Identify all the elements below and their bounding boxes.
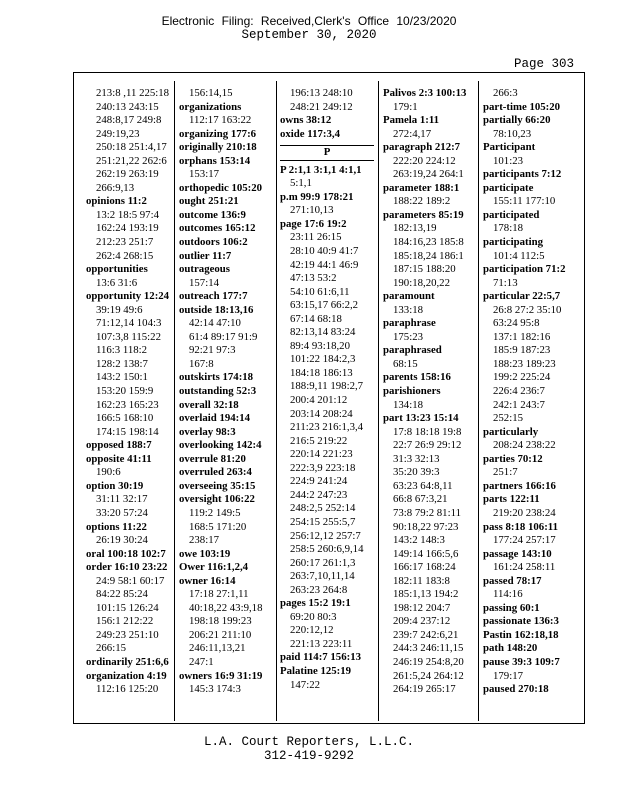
index-entry: overall 32:18 (179, 398, 239, 411)
index-column-1 (86, 87, 169, 697)
index-continuation: 263:19,24 264:1 (393, 168, 464, 181)
index-entry: pause 39:3 109:7 (483, 655, 560, 668)
index-continuation: 17:18 27:1,11 (189, 588, 249, 601)
index-continuation: 175:23 (393, 330, 423, 343)
index-entry: overseeing 35:15 (179, 479, 256, 492)
index-entry: page 17:6 19:2 (280, 217, 347, 230)
index-entry: outreach 177:7 (179, 290, 248, 303)
index-continuation: 155:11 177:10 (493, 195, 556, 208)
index-continuation: 63:24 95:8 (493, 317, 540, 330)
index-continuation: 168:5 171:20 (189, 520, 247, 533)
index-entry: participation 71:2 (483, 263, 566, 276)
index-continuation: 184:18 186:13 (290, 366, 353, 379)
index-column-4 (383, 87, 466, 697)
index-continuation: 261:5,24 264:12 (393, 669, 464, 682)
index-continuation: 107:3,8 115:22 (96, 330, 161, 343)
index-entry: organization 4:19 (86, 669, 167, 682)
index-continuation: 206:21 211:10 (189, 628, 252, 641)
index-entry: overlay 98:3 (179, 425, 236, 438)
index-continuation: 82:13,14 83:24 (290, 326, 356, 339)
index-continuation: 190:6 (96, 466, 121, 479)
index-continuation: 112:17 163:22 (189, 114, 252, 127)
index-continuation: 67:14 68:18 (290, 312, 342, 325)
index-entry: partially 66:20 (483, 114, 551, 127)
hearing-date: September 30, 2020 (241, 28, 377, 42)
index-entry: parties 70:12 (483, 452, 543, 465)
index-continuation: 240:13 243:15 (96, 100, 159, 113)
index-continuation: 119:2 149:5 (189, 506, 241, 519)
index-entry: Ower 116:1,2,4 (179, 561, 249, 574)
index-continuation: 156:1 212:22 (96, 615, 154, 628)
index-entry: outskirts 174:18 (179, 371, 254, 384)
index-continuation: 145:3 174:3 (189, 683, 241, 696)
index-continuation: 211:23 216:1,3,4 (290, 421, 364, 434)
index-entry: parishioners (383, 385, 441, 398)
index-entry: outlier 11:7 (179, 249, 232, 262)
index-continuation: 5:1,1 (290, 177, 312, 190)
index-continuation: 35:20 39:3 (393, 466, 440, 479)
index-continuation: 187:15 188:20 (393, 263, 456, 276)
index-continuation: 28:10 40:9 41:7 (290, 245, 359, 258)
index-continuation: 71:13 (493, 276, 518, 289)
index-continuation: 31:3 32:13 (393, 452, 440, 465)
index-continuation: 242:1 243:7 (493, 398, 545, 411)
index-continuation: 251:7 (493, 466, 518, 479)
index-entry: options 11:22 (86, 520, 147, 533)
index-entry: passionate 136:3 (483, 615, 559, 628)
index-entry: oral 100:18 102:7 (86, 547, 166, 560)
index-entry: order 16:10 23:22 (86, 561, 168, 574)
index-entry: participated (483, 208, 540, 221)
column-divider (276, 81, 277, 721)
index-continuation: 89:4 93:18,20 (290, 339, 350, 352)
index-continuation: 13:2 18:5 97:4 (96, 208, 159, 221)
index-continuation: 185:1,13 194:2 (393, 588, 459, 601)
index-continuation: 272:4,17 (393, 127, 432, 140)
index-entry: Palivos 2:3 100:13 (383, 87, 467, 99)
index-entry: participate (483, 181, 534, 194)
index-continuation: 66:8 67:3,21 (393, 493, 448, 506)
index-continuation: 244:2 247:23 (290, 488, 348, 501)
index-continuation: 248:21 249:12 (290, 100, 353, 113)
index-continuation: 31:11 32:17 (96, 493, 148, 506)
index-continuation: 260:17 261:1,3 (290, 556, 356, 569)
index-continuation: 128:2 138:7 (96, 357, 148, 370)
index-continuation: 221:13 223:11 (290, 637, 353, 650)
index-continuation: 143:2 150:1 (96, 371, 148, 384)
index-continuation: 182:13,19 (393, 222, 437, 235)
index-continuation: 266:15 (96, 642, 126, 655)
index-continuation: 24:9 58:1 60:17 (96, 574, 165, 587)
index-entry: outside 18:13,16 (179, 303, 254, 316)
index-continuation: 162:24 193:19 (96, 222, 159, 235)
index-continuation: 166:17 168:24 (393, 561, 456, 574)
index-column-5 (483, 87, 565, 697)
index-continuation: 224:9 241:24 (290, 475, 348, 488)
index-column-2 (179, 87, 262, 697)
index-entry: Pamela 1:11 (383, 114, 440, 127)
index-continuation: 239:7 242:6,21 (393, 628, 459, 641)
index-continuation: 198:18 199:23 (189, 615, 252, 628)
index-entry: paid 114:7 156:13 (280, 651, 361, 664)
index-continuation: 26:8 27:2 35:10 (493, 303, 562, 316)
index-continuation: 157:14 (189, 276, 219, 289)
index-continuation: 254:15 255:5,7 (290, 515, 356, 528)
index-entry: overlooking 142:4 (179, 439, 262, 452)
index-continuation: 40:18,22 43:9,18 (189, 601, 263, 614)
index-entry: pass 8:18 106:11 (483, 520, 558, 533)
letter-heading: P (280, 145, 374, 161)
filing-stamp: Electronic Filing: Received,Clerk's Office 10/23/2020 (161, 14, 457, 28)
index-continuation: 203:14 208:24 (290, 407, 353, 420)
index-entry: owns 38:12 (280, 114, 332, 127)
index-continuation: 212:23 251:7 (96, 236, 154, 249)
index-continuation: 188:23 189:23 (493, 357, 556, 370)
index-continuation: 246:11,13,21 (189, 642, 246, 655)
index-entry: P 2:1,1 3:1,1 4:1,1 (280, 163, 362, 176)
index-continuation: 90:18,22 97:23 (393, 520, 459, 533)
index-continuation: 184:16,23 185:8 (393, 236, 464, 249)
index-entry: orthopedic 105:20 (179, 181, 263, 194)
index-entry: part 13:23 15:14 (383, 412, 459, 425)
column-divider (478, 81, 479, 721)
index-entry: outstanding 52:3 (179, 385, 257, 398)
index-entry: outcomes 165:12 (179, 222, 256, 235)
index-continuation: 114:16 (493, 588, 523, 601)
index-continuation: 162:23 165:23 (96, 398, 159, 411)
index-entry: paraphrase (383, 317, 436, 330)
index-continuation: 182:11 183:8 (393, 574, 450, 587)
index-continuation: 161:24 258:11 (493, 561, 556, 574)
index-entry: owe 103:19 (179, 547, 231, 560)
index-continuation: 249:23 251:10 (96, 628, 159, 641)
index-continuation: 238:17 (189, 534, 219, 547)
index-continuation: 73:8 79:2 81:11 (393, 506, 461, 519)
index-continuation: 39:19 49:6 (96, 303, 143, 316)
index-entry: opinions 11:2 (86, 195, 147, 208)
index-continuation: 247:1 (189, 655, 214, 668)
index-continuation: 69:20 80:3 (290, 610, 337, 623)
index-entry: opposed 188:7 (86, 439, 152, 452)
index-continuation: 220:12,12 (290, 624, 334, 637)
index-continuation: 246:19 254:8,20 (393, 655, 464, 668)
index-continuation: 220:14 221:23 (290, 448, 353, 461)
index-entry: paraphrased (383, 344, 442, 357)
index-entry: passed 78:17 (483, 574, 542, 587)
index-continuation: 149:14 166:5,6 (393, 547, 459, 560)
index-continuation: 185:9 187:23 (493, 344, 551, 357)
index-continuation: 258:5 260:6,9,14 (290, 543, 364, 556)
index-continuation: 174:15 198:14 (96, 425, 159, 438)
index-entry: participating (483, 236, 543, 249)
index-continuation: 179:17 (493, 669, 523, 682)
index-continuation: 248:2,5 252:14 (290, 502, 356, 515)
index-continuation: 177:24 257:17 (493, 534, 556, 547)
index-entry: oversight 106:22 (179, 493, 255, 506)
index-entry: owner 16:14 (179, 574, 236, 587)
index-continuation: 244:3 246:11,15 (393, 642, 464, 655)
index-continuation: 252:15 (493, 412, 523, 425)
index-continuation: 248:8,17 249:8 (96, 114, 162, 127)
index-entry: partners 166:16 (483, 479, 556, 492)
index-continuation: 147:22 (290, 678, 320, 691)
index-entry: owners 16:9 31:19 (179, 669, 263, 682)
index-continuation: 178:18 (493, 222, 523, 235)
index-continuation: 208:24 238:22 (493, 439, 556, 452)
index-continuation: 209:4 237:12 (393, 615, 451, 628)
index-continuation: 153:17 (189, 168, 219, 181)
index-entry: paused 270:18 (483, 683, 549, 696)
index-continuation: 47:13 53:2 (290, 272, 337, 285)
index-entry: opportunities (86, 263, 148, 276)
index-continuation: 263:7,10,11,14 (290, 570, 355, 583)
index-continuation: 92:21 97:3 (189, 344, 236, 357)
index-continuation: 226:4 236:7 (493, 385, 545, 398)
index-continuation: 63:23 64:8,11 (393, 479, 453, 492)
index-continuation: 196:13 248:10 (290, 87, 353, 99)
index-continuation: 213:8 ,11 225:18 (96, 87, 170, 99)
index-entry: paragraph 212:7 (383, 141, 461, 154)
column-divider (378, 81, 379, 721)
index-entry: oxide 117:3,4 (280, 127, 340, 140)
index-entry: organizing 177:6 (179, 127, 257, 140)
index-continuation: 143:2 148:3 (393, 534, 445, 547)
index-continuation: 54:10 61:6,11 (290, 285, 350, 298)
index-entry: outdoors 106:2 (179, 236, 248, 249)
index-entry: option 30:19 (86, 479, 144, 492)
index-continuation: 266:9,13 (96, 181, 135, 194)
index-entry: passing 60:1 (483, 601, 540, 614)
reporter-name: L.A. Court Reporters, L.L.C. (203, 735, 415, 749)
index-continuation: 219:20 238:24 (493, 506, 556, 519)
index-entry: parts 122:11 (483, 493, 540, 506)
index-continuation: 153:20 159:9 (96, 385, 154, 398)
index-continuation: 185:18,24 186:1 (393, 249, 464, 262)
index-continuation: 112:16 125:20 (96, 683, 159, 696)
index-entry: outrageous (179, 263, 230, 276)
index-continuation: 133:18 (393, 303, 423, 316)
index-entry: ought 251:21 (179, 195, 239, 208)
index-continuation: 78:10,23 (493, 127, 532, 140)
index-continuation: 116:3 118:2 (96, 344, 148, 357)
index-continuation: 101:23 (493, 154, 523, 167)
index-continuation: 134:18 (393, 398, 423, 411)
index-entry: participants 7:12 (483, 168, 562, 181)
index-continuation: 71:12,14 104:3 (96, 317, 162, 330)
index-continuation: 271:10,13 (290, 204, 334, 217)
index-entry: orphans 153:14 (179, 154, 251, 167)
index-entry: part-time 105:20 (483, 100, 561, 113)
index-continuation: 264:19 265:17 (393, 683, 456, 696)
index-frame (73, 72, 585, 724)
index-continuation: 156:14,15 (189, 87, 233, 99)
index-entry: particular 22:5,7 (483, 290, 561, 303)
index-continuation: 199:2 225:24 (493, 371, 551, 384)
index-continuation: 216:5 219:22 (290, 434, 348, 447)
index-continuation: 167:8 (189, 357, 214, 370)
column-divider (174, 81, 175, 721)
index-entry: overlaid 194:14 (179, 412, 251, 425)
reporter-phone: 312-419-9292 (263, 749, 354, 763)
index-entry: outcome 136:9 (179, 208, 246, 221)
index-continuation: 250:18 251:4,17 (96, 141, 167, 154)
index-entry: opposite 41:11 (86, 452, 152, 465)
index-entry: paramount (383, 290, 435, 303)
index-entry: Palatine 125:19 (280, 664, 352, 677)
index-continuation: 188:22 189:2 (393, 195, 451, 208)
index-continuation: 63:15,17 66:2,2 (290, 299, 359, 312)
index-entry: p.m 99:9 178:21 (280, 190, 354, 203)
index-continuation: 61:4 89:17 91:9 (189, 330, 258, 343)
index-entry: originally 210:18 (179, 141, 257, 154)
index-continuation: 222:20 224:12 (393, 154, 456, 167)
index-continuation: 13:6 31:6 (96, 276, 138, 289)
index-continuation: 22:7 26:9 29:12 (393, 439, 462, 452)
index-continuation: 198:12 204:7 (393, 601, 451, 614)
index-continuation: 251:21,22 262:6 (96, 154, 167, 167)
index-continuation: 68:15 (393, 357, 418, 370)
index-continuation: 84:22 85:24 (96, 588, 148, 601)
index-continuation: 249:19,23 (96, 127, 140, 140)
index-entry: parameter 188:1 (383, 181, 460, 194)
index-continuation: 42:14 47:10 (189, 317, 241, 330)
index-continuation: 101:15 126:24 (96, 601, 159, 614)
index-continuation: 266:3 (493, 87, 518, 99)
index-continuation: 256:12,12 257:7 (290, 529, 361, 542)
index-continuation: 26:19 30:24 (96, 534, 148, 547)
index-continuation: 101:4 112:5 (493, 249, 545, 262)
index-entry: pages 15:2 19:1 (280, 597, 351, 610)
index-entry: overruled 263:4 (179, 466, 252, 479)
index-entry: organizations (179, 100, 242, 113)
index-continuation: 263:23 264:8 (290, 583, 348, 596)
index-continuation: 42:19 44:1 46:9 (290, 258, 359, 271)
index-continuation: 137:1 182:16 (493, 330, 551, 343)
index-continuation: 188:9,11 198:2,7 (290, 380, 364, 393)
index-continuation: 190:18,20,22 (393, 276, 450, 289)
index-entry: Pastin 162:18,18 (483, 628, 559, 641)
index-column-3 (280, 87, 374, 692)
index-continuation: 33:20 57:24 (96, 506, 148, 519)
index-continuation: 262:4 268:15 (96, 249, 154, 262)
index-entry: overrule 81:20 (179, 452, 246, 465)
index-continuation: 200:4 201:12 (290, 394, 348, 407)
index-entry: parents 158:16 (383, 371, 451, 384)
index-entry: parameters 85:19 (383, 208, 464, 221)
index-entry: Participant (483, 141, 536, 154)
index-continuation: 17:8 18:18 19:8 (393, 425, 462, 438)
index-continuation: 222:3,9 223:18 (290, 461, 356, 474)
index-entry: ordinarily 251:6,6 (86, 655, 169, 668)
index-continuation: 166:5 168:10 (96, 412, 154, 425)
index-continuation: 101:22 184:2,3 (290, 353, 356, 366)
index-entry: path 148:20 (483, 642, 538, 655)
index-entry: passage 143:10 (483, 547, 552, 560)
index-entry: opportunity 12:24 (86, 290, 170, 303)
index-continuation: 262:19 263:19 (96, 168, 159, 181)
index-continuation: 23:11 26:15 (290, 231, 342, 244)
index-entry: particularly (483, 425, 539, 438)
page-number: Page 303 (513, 57, 574, 71)
index-continuation: 179:1 (393, 100, 418, 113)
